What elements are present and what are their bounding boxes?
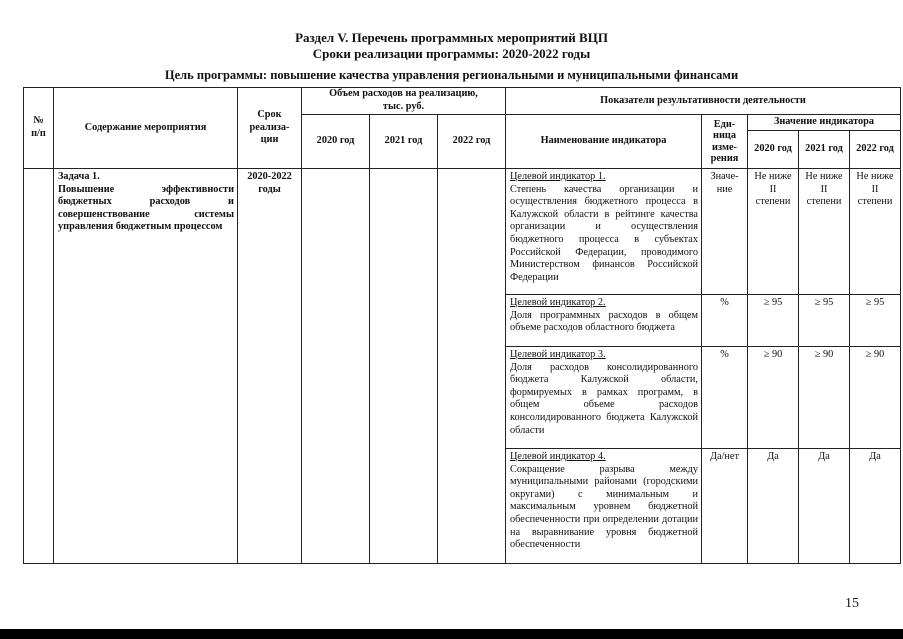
- col-header-num: № п/п: [24, 88, 54, 169]
- scan-bottom-border: [0, 629, 903, 639]
- indicator-value-2021: ≥ 90: [799, 347, 850, 449]
- indicator-2-cell: [506, 295, 702, 347]
- col-header-year-2022: 2022 год: [438, 115, 506, 169]
- indicator-text: Степень качества организации и осуществления бюджетного процесса в Калужской области в рейтинге качества организации и осуществления бюджетного процесса в субъектах Российской Федерации, проводимого Министерством финансов Российской Федерации: [510, 183, 698, 283]
- term-cell: 2020-2022 годы: [238, 169, 302, 564]
- task-label: Задача 1.: [58, 171, 100, 182]
- indicator-value-2020: Не ниже II степени: [748, 169, 799, 295]
- col-header-unit: Еди- ница изме- рения: [702, 115, 748, 169]
- indicator-value-2020: ≥ 90: [748, 347, 799, 449]
- col-header-year-2020: 2020 год: [302, 115, 370, 169]
- indicator-value-2022: ≥ 90: [850, 347, 901, 449]
- task-cell: [54, 169, 238, 564]
- col-header-indicators: Показатели результативности деятельности: [506, 88, 901, 115]
- indicator-value-2021: Да: [799, 449, 850, 564]
- indicator-title: Целевой индикатор 1.: [510, 171, 606, 182]
- col-header-term: Срок реализа- ции: [238, 88, 302, 169]
- table-row: [24, 169, 901, 295]
- measures-table: [23, 87, 901, 564]
- expense-2020-cell: [302, 169, 370, 564]
- indicator-text: Доля программных расходов в общем объеме расходов областного бюджета: [510, 309, 698, 334]
- col-header-value-2021: 2021 год: [799, 131, 850, 169]
- col-header-year-2021: 2021 год: [370, 115, 438, 169]
- indicator-value-2021: ≥ 95: [799, 295, 850, 347]
- indicator-title: Целевой индикатор 2.: [510, 297, 606, 308]
- program-period: Сроки реализации программы: 2020-2022 годы: [312, 46, 591, 61]
- indicator-text: Сокращение разрыва между муниципальными районами (городскими округами) с минимальным и максимальным уровнем бюджетной обеспеченности при определении дотации на выравнивание уровня бюджетной обеспеченности: [510, 463, 698, 551]
- page-number: 15: [845, 596, 859, 611]
- col-header-indicator-name: Наименование индикатора: [506, 115, 702, 169]
- indicator-unit: %: [702, 295, 748, 347]
- section-title: Раздел V. Перечень программных мероприятий ВЦП: [295, 30, 608, 45]
- col-header-value-2020: 2020 год: [748, 131, 799, 169]
- indicator-unit: Да/нет: [702, 449, 748, 564]
- indicator-value-2022: ≥ 95: [850, 295, 901, 347]
- indicator-value-2021: Не ниже II степени: [799, 169, 850, 295]
- indicator-value-2020: ≥ 95: [748, 295, 799, 347]
- expense-2022-cell: [438, 169, 506, 564]
- indicator-text: Доля расходов консолидированного бюджета Калужской области, формируемых в рамках программ, в общем объеме расходов консолидированного бюджета Калужской области: [510, 361, 698, 436]
- indicator-1-cell: [506, 169, 702, 295]
- expense-2021-cell: [370, 169, 438, 564]
- indicator-4-cell: [506, 449, 702, 564]
- col-header-indicator-value: Значение индикатора: [748, 115, 901, 131]
- indicator-value-2022: Не ниже II степени: [850, 169, 901, 295]
- indicator-unit: %: [702, 347, 748, 449]
- indicator-unit: Значе- ние: [702, 169, 748, 295]
- row-num-cell: [24, 169, 54, 564]
- col-header-value-2022: 2022 год: [850, 131, 901, 169]
- indicator-title: Целевой индикатор 4.: [510, 451, 606, 462]
- col-header-expenses: Объем расходов на реализацию, тыс. руб.: [302, 88, 506, 115]
- program-goal: Цель программы: повышение качества управления региональными и муниципальными финансами: [164, 68, 739, 82]
- indicator-3-cell: [506, 347, 702, 449]
- indicator-title: Целевой индикатор 3.: [510, 349, 606, 360]
- indicator-value-2022: Да: [850, 449, 901, 564]
- task-text: Повышение эффективности бюджетных расходов и совершенствование системы управления бюджетным процессом: [58, 183, 234, 233]
- indicator-value-2020: Да: [748, 449, 799, 564]
- col-header-content: Содержание мероприятия: [54, 88, 238, 169]
